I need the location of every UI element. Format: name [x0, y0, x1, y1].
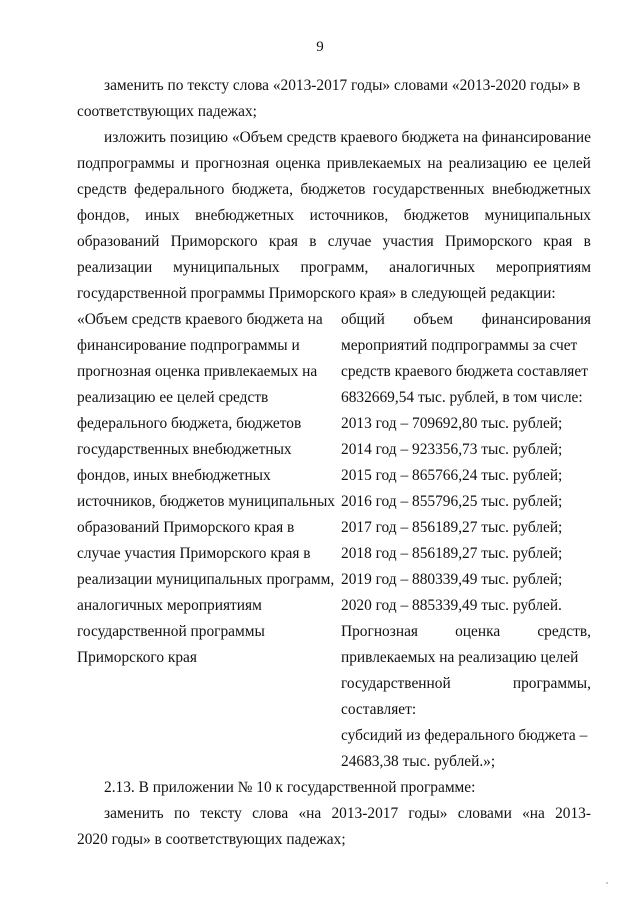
left-line: реализации муниципальных программ, — [77, 571, 335, 588]
left-line: «Объем средств краевого бюджета на — [77, 311, 323, 328]
year-line: 2020 год – 885339,49 тыс. рублей. — [341, 597, 562, 614]
year-line: 2017 год – 856189,27 тыс. рублей; — [341, 519, 563, 536]
intro-p1-line2: соответствующих падежах; — [77, 103, 257, 120]
word: внебюджетных — [195, 207, 295, 224]
word: на — [462, 129, 478, 146]
word: привлекаемых — [326, 155, 422, 172]
intro-p2-line4 — [77, 207, 591, 225]
word: мероприятиям — [496, 259, 591, 276]
word: и — [180, 155, 190, 172]
word: объем — [413, 311, 454, 328]
word: края — [543, 233, 573, 250]
word: источников, — [309, 207, 389, 224]
word: финансирование — [481, 129, 591, 146]
left-line: аналогичных мероприятиям — [77, 597, 262, 614]
word: средств — [77, 181, 127, 198]
word: фондов, — [77, 207, 130, 224]
word: «Объем — [231, 129, 283, 146]
left-line: фондов, иных внебюджетных — [77, 467, 271, 484]
page-number: 9 — [316, 39, 324, 55]
word: подпрограммы — [77, 155, 175, 172]
word: финансирования — [481, 311, 591, 328]
word: программы, — [512, 675, 591, 692]
word: муниципальных — [173, 259, 280, 276]
left-line: федерального бюджета, бюджетов — [77, 415, 302, 432]
intro-p2-line3 — [77, 181, 591, 199]
right-line — [341, 311, 591, 329]
left-line: случае участия Приморского края в — [77, 545, 311, 562]
word: на — [427, 155, 443, 172]
word: внебюджетных — [491, 181, 591, 198]
word: государственной — [341, 675, 451, 692]
word: по — [173, 805, 190, 822]
word: целей — [553, 155, 591, 172]
intro-p2-line1 — [104, 129, 591, 147]
word: годы» — [408, 805, 448, 822]
left-line: государственных внебюджетных — [77, 441, 292, 458]
word: государственных — [372, 181, 485, 198]
left-line: реализацию ее целей средств — [77, 389, 269, 406]
word: бюджетов — [403, 207, 469, 224]
word: 2013- — [555, 805, 591, 822]
right-line: 6832669,54 тыс. рублей, в том числе: — [341, 389, 583, 406]
word: Прогнозная — [341, 623, 418, 640]
word: реализации — [77, 259, 153, 276]
left-line: источников, бюджетов муниципальных — [77, 493, 335, 510]
left-line: образований Приморского края в — [77, 519, 295, 536]
word: бюджета, — [231, 181, 293, 198]
word: края — [268, 233, 298, 250]
year-line: 2015 год – 865766,24 тыс. рублей; — [341, 467, 563, 484]
word: случае — [327, 233, 372, 250]
year-line: 2016 год – 855796,25 тыс. рублей; — [341, 493, 563, 510]
word: муниципальных — [484, 207, 591, 224]
word: «на — [522, 805, 545, 822]
intro-p2-line2 — [77, 155, 591, 173]
intro-p1-line1: заменить по тексту слова «2013-2017 годы» словами «2013-2020 годы» в — [104, 77, 581, 94]
intro-p2-line7: государственной программы Приморского края» в следующей редакции: — [77, 285, 556, 302]
year-line: 2018 год – 856189,27 тыс. рублей; — [341, 545, 563, 562]
left-line: Приморского края — [77, 649, 197, 666]
word: Приморского — [445, 233, 533, 250]
forecast-line — [341, 623, 591, 641]
right-line: мероприятий подпрограммы за счет — [341, 337, 578, 354]
section-213-line1 — [104, 805, 591, 823]
word: ее — [533, 155, 547, 172]
word: словами — [457, 805, 512, 822]
right-line: средств краевого бюджета составляет — [341, 363, 588, 380]
word: 2013-2017 — [331, 805, 399, 822]
year-line: 2013 год – 709692,80 тыс. рублей; — [341, 415, 563, 432]
word: средств, — [537, 623, 591, 640]
forecast-line: составляет: — [341, 701, 417, 718]
word: в — [583, 233, 591, 250]
word: в — [309, 233, 317, 250]
word: оценка — [275, 155, 321, 172]
subsidy-line: субсидий из федерального бюджета – — [341, 727, 588, 744]
word: реализацию — [448, 155, 528, 172]
section-213-line2: 2020 годы» в соответствующих падежах; — [77, 831, 346, 848]
scan-speck — [606, 882, 608, 884]
intro-p2-line5 — [77, 233, 591, 251]
word: общий — [341, 311, 385, 328]
word: тексту — [200, 805, 242, 822]
word: участия — [382, 233, 434, 250]
word: заменить — [104, 805, 164, 822]
year-line: 2019 год – 880339,49 тыс. рублей; — [341, 571, 563, 588]
forecast-line: привлекаемых на реализацию целей — [341, 649, 579, 666]
word: оценка — [455, 623, 501, 640]
subsidy-line: 24683,38 тыс. рублей.»; — [341, 753, 496, 770]
word: иных — [145, 207, 180, 224]
left-line: финансирование подпрограммы и — [77, 337, 300, 354]
word: прогнозная — [195, 155, 270, 172]
forecast-line — [341, 675, 591, 693]
section-213-heading: 2.13. В приложении № 10 к государственной программе: — [104, 779, 476, 796]
year-line: 2014 год – 923356,73 тыс. рублей; — [341, 441, 563, 458]
word: федерального — [134, 181, 225, 198]
word: «на — [298, 805, 322, 822]
word: бюджетов — [300, 181, 366, 198]
word: позицию — [169, 129, 229, 146]
word: Приморского — [170, 233, 258, 250]
word: программ, — [300, 259, 369, 276]
word: слова — [252, 805, 289, 822]
word: образований — [77, 233, 160, 250]
word: средств — [286, 129, 337, 146]
word: краевого — [340, 129, 398, 146]
word: изложить — [104, 129, 166, 146]
word: аналогичных — [389, 259, 476, 276]
left-line: прогнозная оценка привлекаемых на — [77, 363, 318, 380]
intro-p2-line6 — [77, 259, 591, 277]
left-line: государственной программы — [77, 623, 265, 640]
word: бюджета — [401, 129, 459, 146]
